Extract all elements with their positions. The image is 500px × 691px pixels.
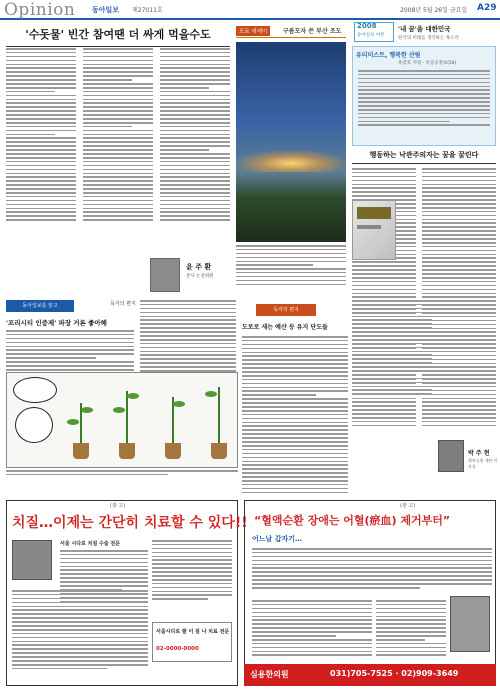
editorial-column-3 xyxy=(160,48,230,221)
editorial-cartoon xyxy=(6,372,238,468)
masthead-name: 동아일보 xyxy=(92,6,120,14)
series-badge-sub: 동아일보 여론 xyxy=(357,33,385,38)
writer-photo xyxy=(438,440,464,472)
ad-headline: 치질…이제는 간단히 치료할 수 있다!! xyxy=(12,515,248,531)
writer-title: 행복공원 재단 이사장 xyxy=(468,458,498,469)
issue-number: 제27011호 xyxy=(132,7,163,14)
ad-quote-title: 어느날 갑자기… xyxy=(252,535,303,543)
series-subtitle: 한국의 미래를 생각하는 목소리 xyxy=(398,36,459,41)
cartoon-caption xyxy=(6,470,238,475)
ad-tag: (광 고) xyxy=(110,503,126,509)
ad-body-col-2 xyxy=(376,600,446,656)
book-cover-image xyxy=(352,200,396,260)
ad-phone: 02-0000-0000 xyxy=(156,646,199,652)
essay-body xyxy=(236,268,346,285)
series-title: '내 꿈'을 대한민국 xyxy=(398,25,451,33)
ad-body-col-2 xyxy=(152,540,232,600)
essay-tag: 포토 에세이 xyxy=(236,26,270,36)
ad-body-col-1 xyxy=(252,600,372,656)
issue-date: 2008년 5월 26일 금요일 xyxy=(400,7,468,14)
editorial-title: '수돗물' 빈간 참여땐 더 싸게 먹을수도 xyxy=(6,26,230,47)
plant-stem xyxy=(126,391,128,443)
ad-quote-text xyxy=(252,548,492,589)
columnist-photo xyxy=(150,258,180,292)
writer-name: 박 주 현 xyxy=(468,450,490,457)
essay-title: 구름모자 쓴 부산 조도 xyxy=(283,28,342,35)
ad-body-col-3 xyxy=(12,590,148,669)
plant-pot xyxy=(73,443,89,459)
character-circle xyxy=(15,407,53,443)
letter-title: 도로로 새는 예산 등 유지 단도들 xyxy=(242,324,328,331)
plant-stem xyxy=(218,387,220,443)
ad-phone: 031)705-7525 · 02)909-3649 xyxy=(330,669,459,678)
plant-pot xyxy=(165,443,181,459)
readers-letter-label: 독자의 편지 xyxy=(110,301,136,307)
columnist-name: 윤 주 환 xyxy=(186,263,212,271)
section-logo: Opinion xyxy=(4,0,76,20)
plant-leaf xyxy=(81,407,93,413)
highlight-box-byline: 옥장호 지령 · 옥상공정보(54) xyxy=(398,61,457,66)
essay-continued-body xyxy=(352,300,432,395)
ad-quote-box xyxy=(252,534,492,598)
plant-leaf xyxy=(173,401,185,407)
series-badge-year: 2008 xyxy=(357,22,377,30)
plant-pot xyxy=(119,443,135,459)
column-article-col-2 xyxy=(422,168,496,426)
column-article-title: 행동하는 낙관주의자는 꿈을 꿀린다 xyxy=(352,150,496,164)
ad-clinic-name: 서울시다로 팔 이 질 나 치료 전문 xyxy=(156,629,230,635)
letter-tag: 독자의 편지 xyxy=(256,304,316,316)
speech-bubble xyxy=(13,377,57,403)
ad-tag: (광 고) xyxy=(400,503,416,509)
highlight-box-text xyxy=(358,70,490,126)
editorial-article xyxy=(6,26,230,248)
ad-doctor-photo xyxy=(12,540,52,580)
ad-headline: “혈액순환 장애는 어혈(瘀血) 제거부터” xyxy=(254,514,451,527)
page-number: A29 xyxy=(477,3,497,13)
plant-leaf xyxy=(113,407,125,413)
letter-body xyxy=(242,336,348,493)
editorial-column-1 xyxy=(6,48,76,221)
ad-clinic-name: 심용한의원 xyxy=(250,670,289,679)
highlight-box-title: 유티미스트, 행복한 산림 xyxy=(356,52,421,59)
editorial-column-2 xyxy=(83,48,153,221)
columnist-title: 본사 논설위원 xyxy=(186,274,214,279)
plant-leaf xyxy=(127,393,139,399)
essay-caption xyxy=(236,245,346,266)
plant-pot xyxy=(211,443,227,459)
plant-leaf xyxy=(67,419,79,425)
plant-leaf xyxy=(205,391,217,397)
reader-article-title: '프리시티 인증제' 파장 거론 좋아해 xyxy=(6,319,107,327)
readers-section-label: 동아일보를 읽고 xyxy=(6,300,74,312)
ad-doctor-photo xyxy=(450,596,490,652)
ad-subhead: 서울 시다로 치질 수술 전문 xyxy=(60,541,121,547)
essay-photo xyxy=(236,42,346,242)
